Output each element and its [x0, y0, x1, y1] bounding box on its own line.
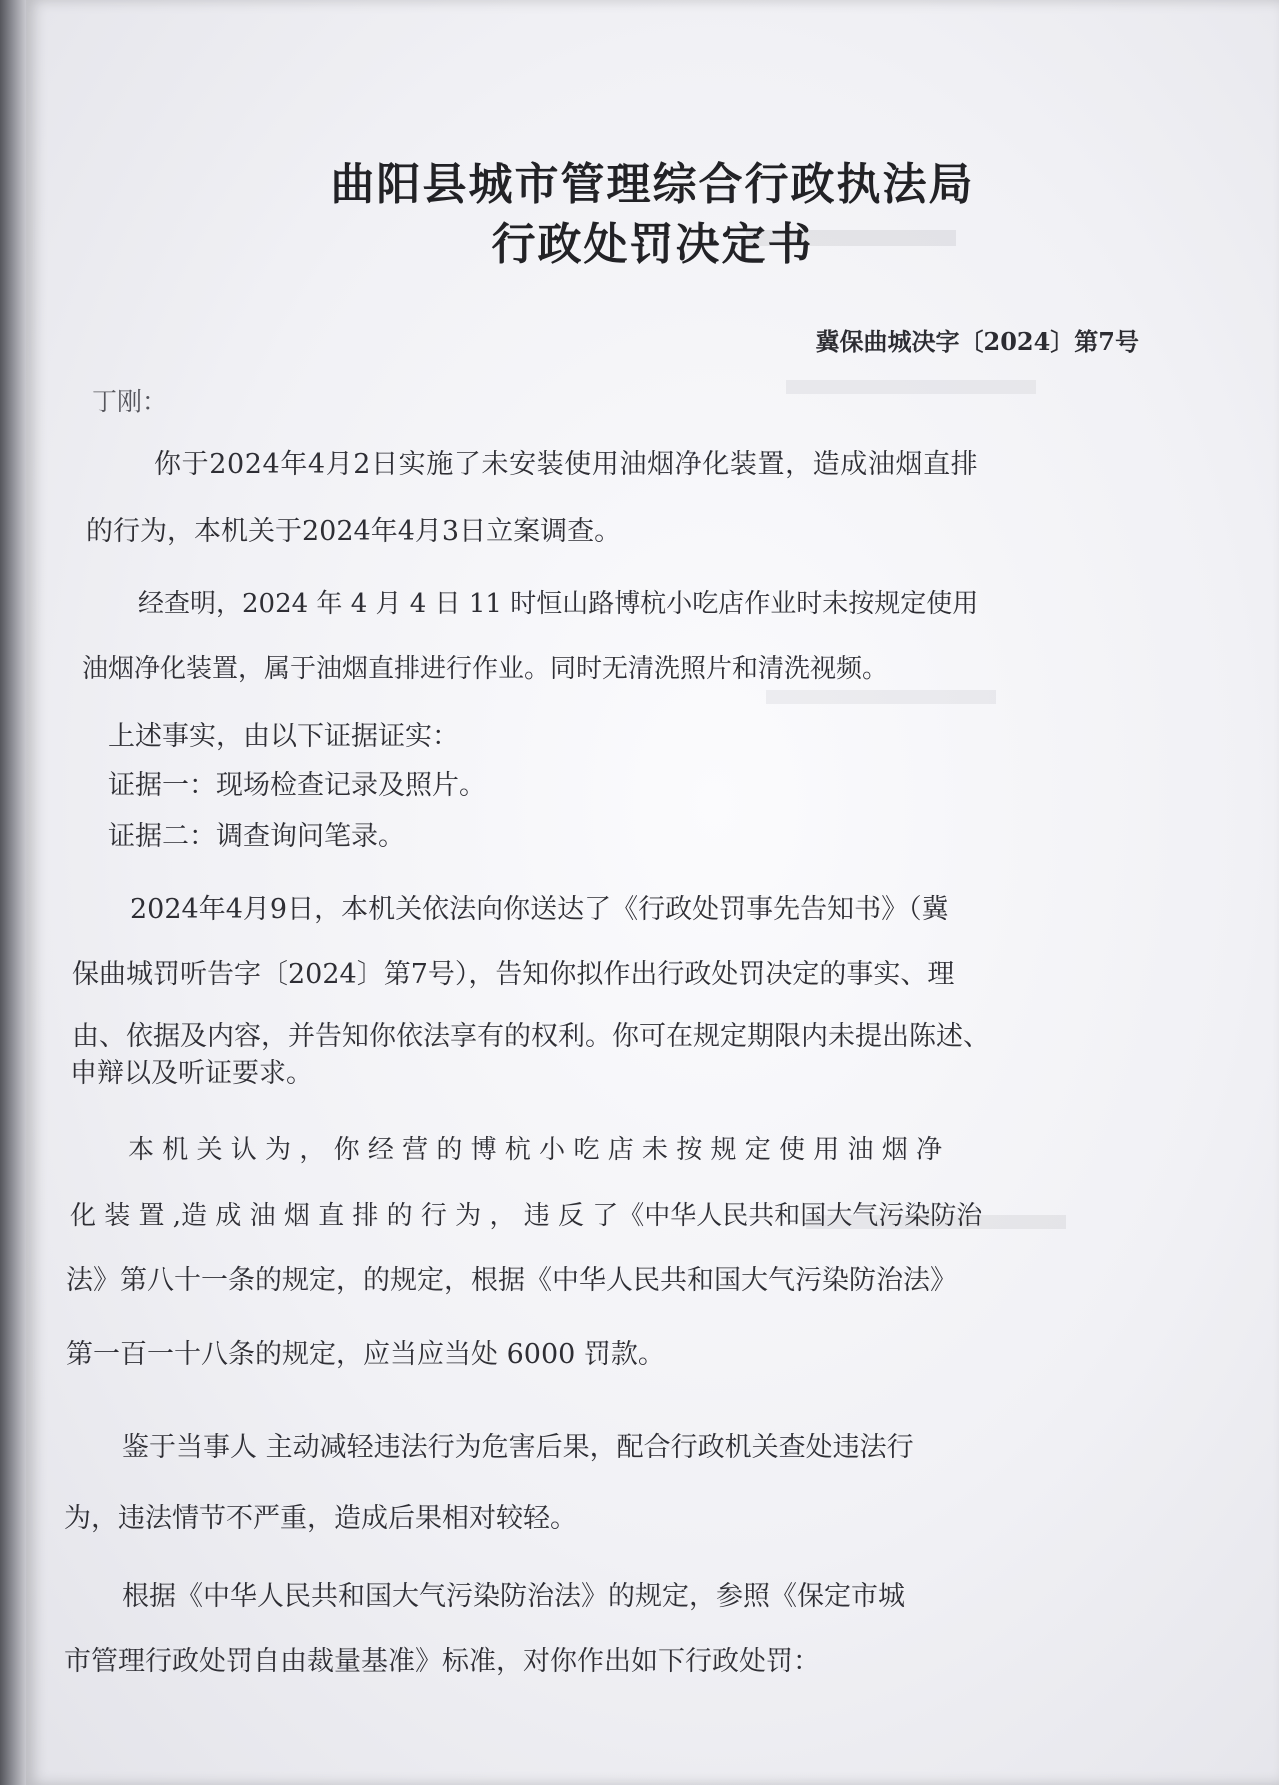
document-title-type: 行政处罚决定书	[491, 219, 814, 270]
body-line: 本 机 关 认 为 ， 你 经 营 的 博 杭 小 吃 店 未 按 规 定 使 用 油 烟 净	[128, 1135, 943, 1165]
document-title-agency: 曲阳县城市管理综合行政执法局	[330, 159, 975, 210]
body-line: 根据《中华人民共和国大气污染防治法》的规定，参照《保定市城	[122, 1581, 905, 1612]
show-through-mark	[766, 690, 996, 704]
body-line: 第一百一十八条的规定，应当应当处 6000 罚款。	[66, 1339, 665, 1370]
addressee: 丁刚：	[92, 387, 168, 416]
body-line: 由、依据及内容，并告知你依法享有的权利。你可在规定期限内未提出陈述、	[72, 1021, 990, 1052]
body-line: 的行为，本机关于2024年4月3日立案调查。	[86, 516, 622, 547]
body-line: 法》第八十一条的规定，的规定，根据《中华人民共和国大气污染防治法》	[66, 1265, 957, 1296]
body-line: 2024年4月9日，本机关依法向你送达了《行政处罚事先告知书》（冀	[130, 894, 949, 925]
document-number: 冀保曲城决字〔2024〕第7号	[815, 327, 1139, 356]
document-page	[26, 0, 1279, 1785]
body-line: 证据二：调查询问笔录。	[108, 821, 405, 852]
body-line: 上述事实，由以下证据证实：	[108, 721, 459, 752]
body-line: 为，违法情节不严重，造成后果相对较轻。	[64, 1503, 577, 1534]
body-line: 经查明，2024 年 4 月 4 日 11 时恒山路博杭小吃店作业时未按规定使用	[138, 589, 979, 619]
book-spine	[0, 0, 26, 1785]
body-line: 证据一：现场检查记录及照片。	[108, 770, 486, 801]
body-line: 你于2024年4月2日实施了未安装使用油烟净化装置，造成油烟直排	[154, 449, 979, 480]
body-line: 油烟净化装置，属于油烟直排进行作业。同时无清洗照片和清洗视频。	[82, 654, 889, 684]
body-line: 化 装 置 ,造 成 油 烟 直 排 的 行 为 ， 违 反 了《中华人民共和国大气污染防治	[70, 1201, 983, 1231]
body-line: 市管理行政处罚自由裁量基准》标准，对你作出如下行政处罚：	[64, 1646, 820, 1677]
body-line: 申辩以及听证要求。	[70, 1058, 313, 1089]
show-through-mark	[786, 380, 1036, 394]
body-line: 保曲城罚听告字〔2024〕第7号），告知你拟作出行政处罚决定的事实、理	[72, 959, 955, 990]
body-line: 鉴于当事人 主动减轻违法行为危害后果，配合行政机关查处违法行	[122, 1432, 914, 1463]
